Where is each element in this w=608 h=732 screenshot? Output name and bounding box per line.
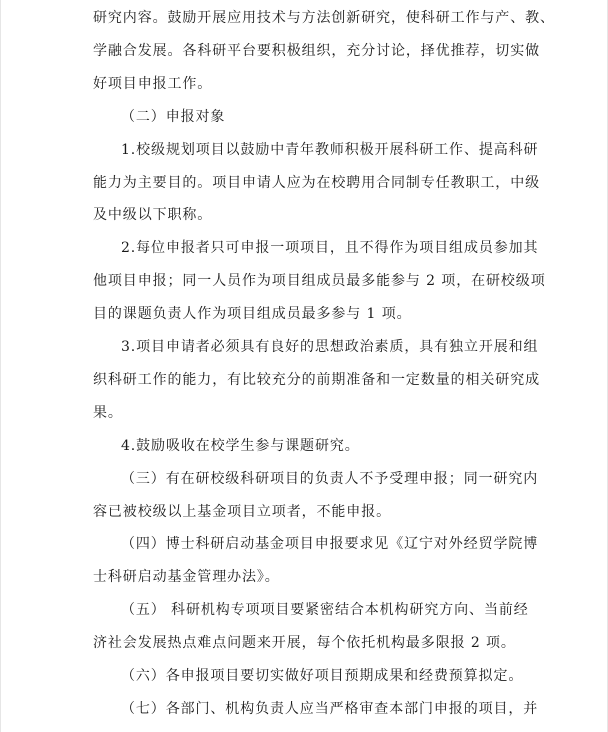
text-line: 好项目申报工作。 xyxy=(93,75,213,92)
text-line: 研究内容。鼓励开展应用技术与方法创新研究，使科研工作与产、教、 xyxy=(93,10,555,26)
text-line: 学融合发展。各科研平台要积极组织，充分讨论，择优推荐，切实做 xyxy=(93,42,540,59)
text-line: 他项目申报；同一人员作为项目组成员最多能参与 2 项，在研校级项 xyxy=(93,273,546,290)
text-line: 士科研启动基金管理办法》。 xyxy=(93,569,280,586)
text-line: （三）有在研校级科研项目的负责人不予受理申报；同一研究内 xyxy=(121,470,539,487)
text-line: 及中级以下职称。 xyxy=(93,207,213,224)
text-line: 1.校级规划项目以鼓励中青年教师积极开展科研工作、提高科研 xyxy=(121,141,539,158)
text-line: 能力为主要目的。项目申请人应为在校聘用合同制专任教职工，中级 xyxy=(93,174,540,191)
text-line: 织科研工作的能力，有比较充分的前期准备和一定数量的相关研究成 xyxy=(93,371,540,388)
text-line: 目的课题负责人作为项目组成员最多参与 1 项。 xyxy=(93,306,412,323)
text-line: （七）各部门、机构负责人应当严格审查本部门申报的项目，并 xyxy=(121,700,539,717)
text-line: 济社会发展热点难点问题来开展，每个依托机构最多限报 2 项。 xyxy=(93,635,516,652)
text-line: 2.每位申报者只可申报一项项目，且不得作为项目组成员参加其 xyxy=(121,240,539,257)
text-line: （四）博士科研启动基金项目申报要求见《辽宁对外经贸学院博 xyxy=(121,536,539,553)
text-line: 3.项目申请者必须具有良好的思想政治素质，具有独立开展和组 xyxy=(121,339,539,355)
text-line: 果。 xyxy=(93,404,123,421)
text-line: （五） 科研机构专项项目要紧密结合本机构研究方向、当前经 xyxy=(121,602,529,619)
text-line: （六）各申报项目要切实做好项目预期成果和经费预算拟定。 xyxy=(121,668,524,684)
text-line: 容已被校级以上基金项目立项者，不能申报。 xyxy=(93,503,391,520)
text-line: 4.鼓励吸收在校学生参与课题研究。 xyxy=(121,437,360,454)
section-heading: （二）申报对象 xyxy=(121,108,226,125)
